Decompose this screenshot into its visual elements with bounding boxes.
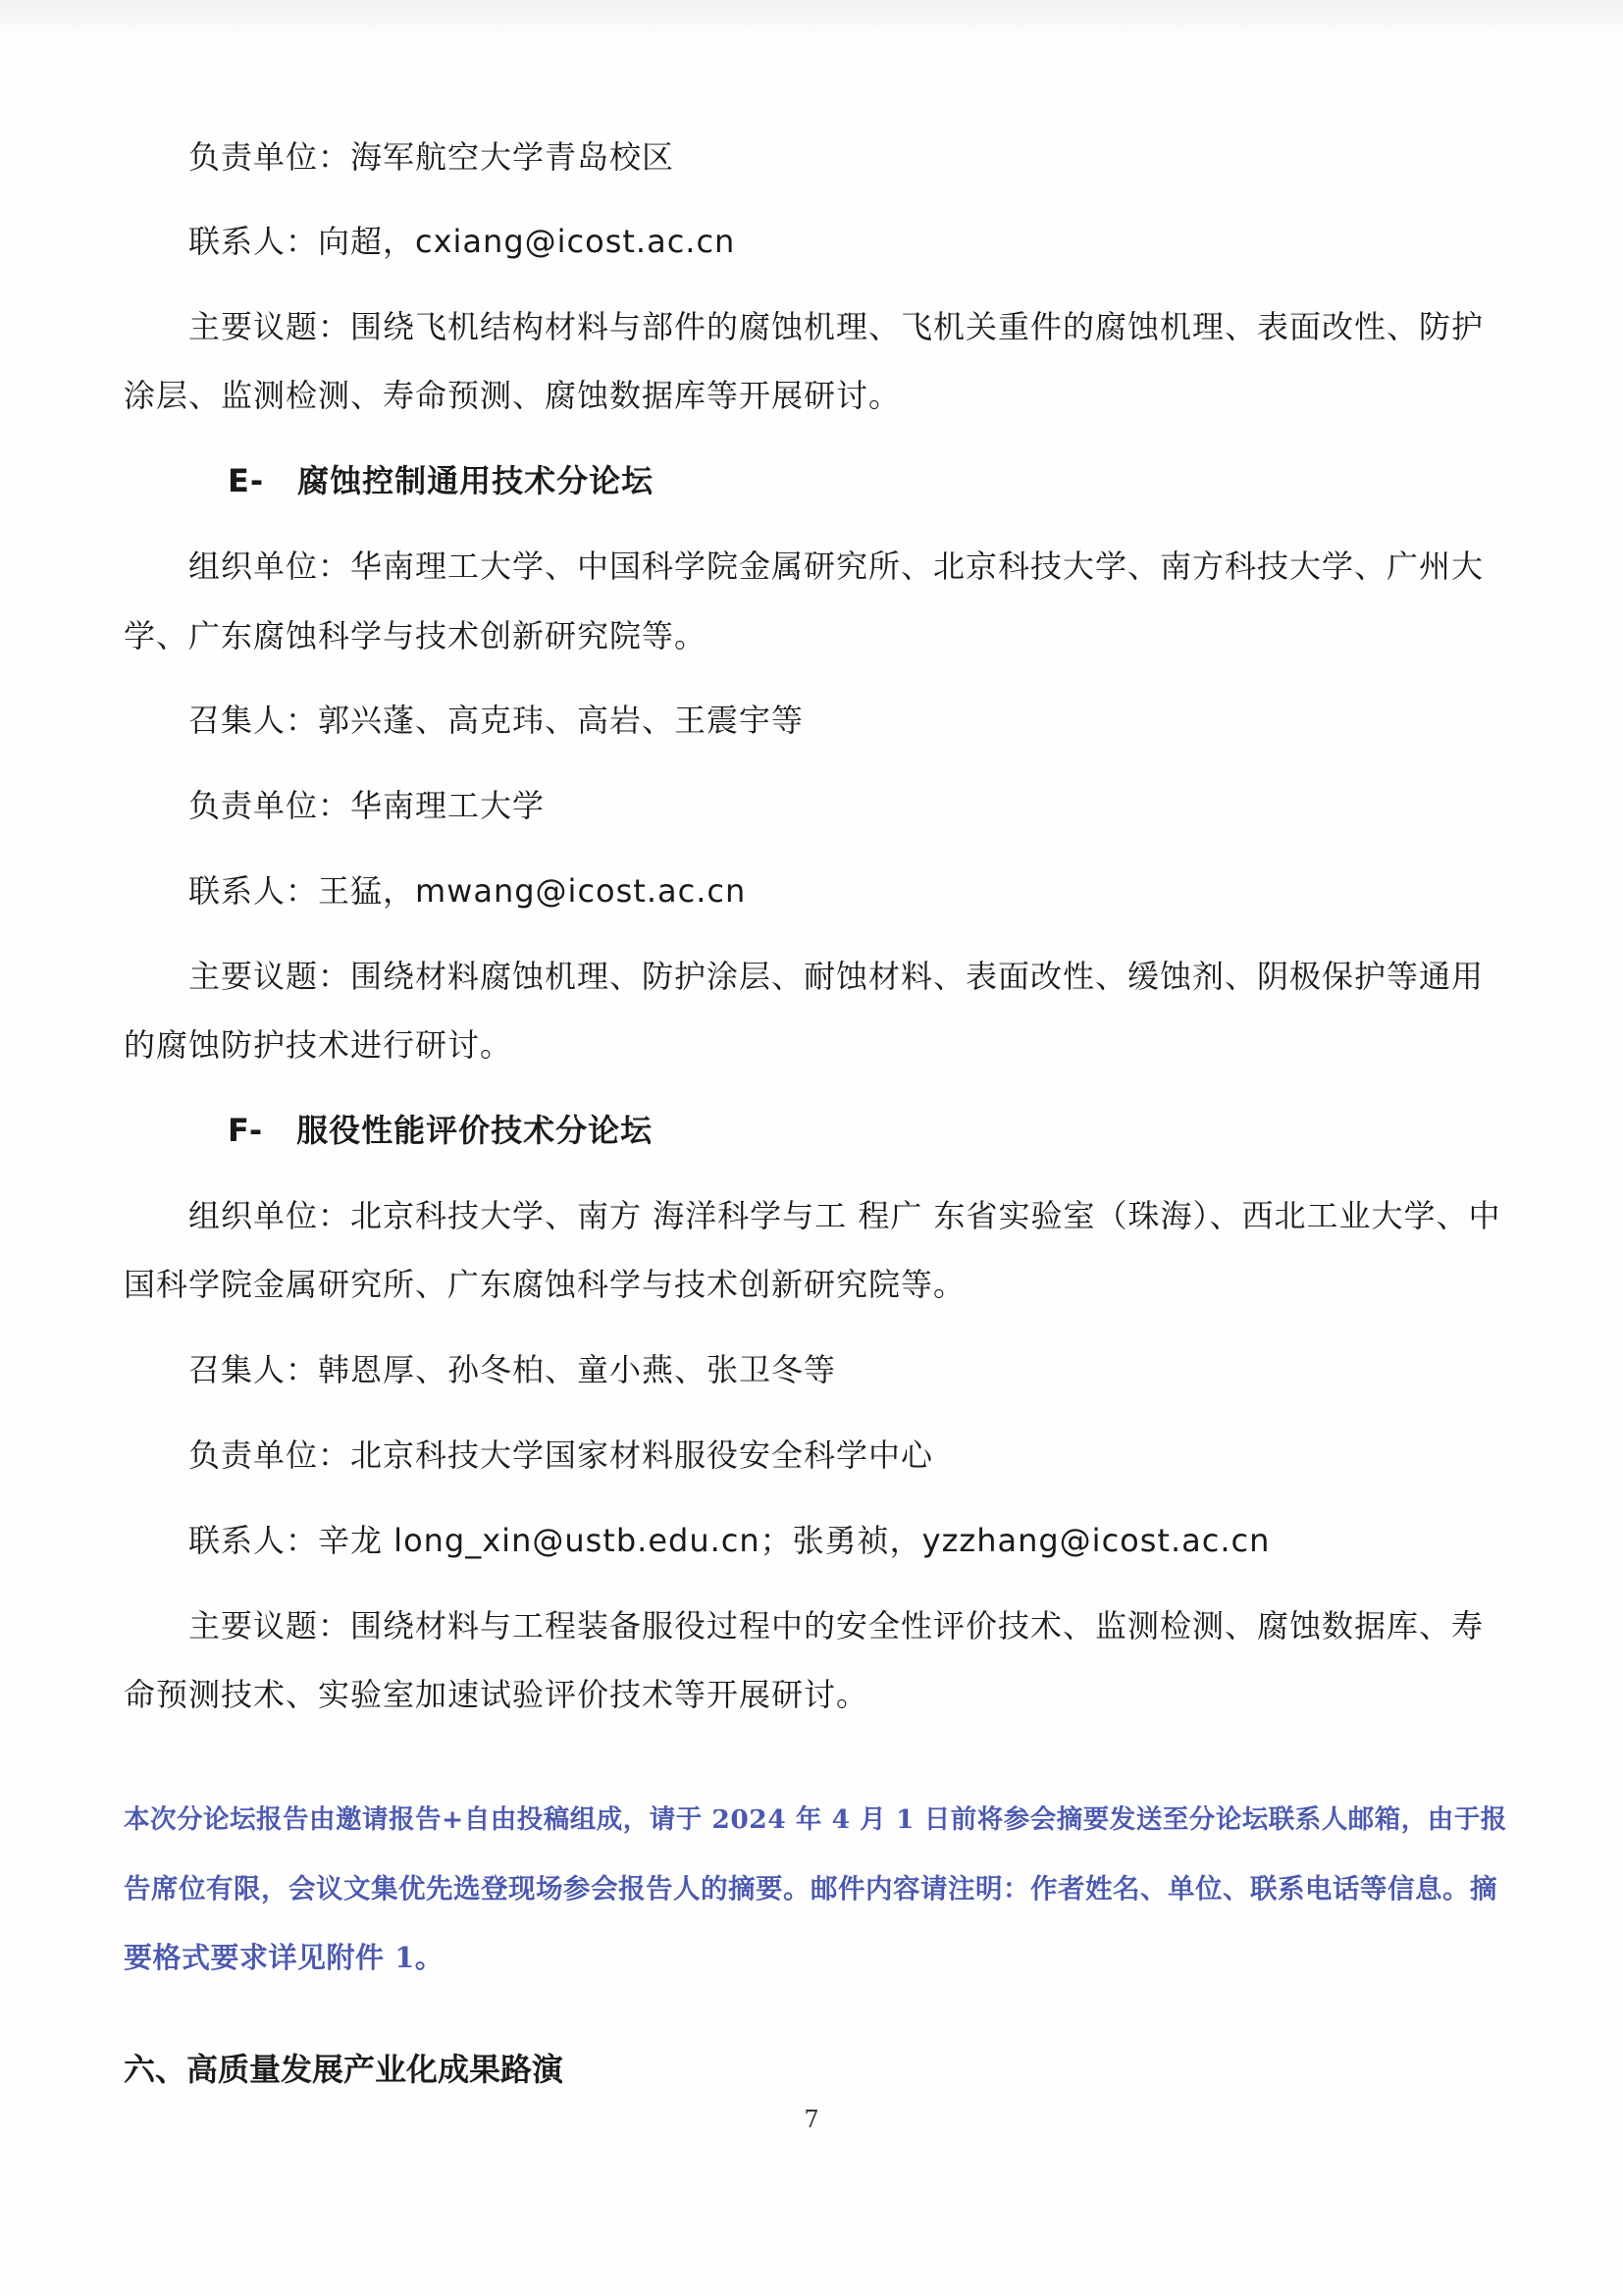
f-forum-code: F- [228, 1112, 264, 1149]
f-organizers-line2: 国科学院金属研究所、广东腐蚀科学与技术创新研究院等。 [124, 1266, 967, 1303]
e-conveners: 召集人：郭兴蓬、高克玮、高岩、王震宇等 [188, 702, 805, 739]
scan-shade [0, 0, 1623, 39]
e-forum-code: E- [228, 462, 265, 499]
e-forum-heading [228, 461, 654, 500]
e-contact: 联系人：王猛，mwang@icost.ac.cn [188, 872, 747, 910]
submission-note-line1: 本次分论坛报告由邀请报告+自由投稿组成，请于 2024 年 4 月 1 日前将参会摘要发送至分论坛联系人邮箱，由于报 [124, 1804, 1507, 1835]
e-topics-line1: 主要议题：围绕材料腐蚀机理、防护涂层、耐蚀材料、表面改性、缓蚀剂、阴极保护等通用 [188, 958, 1485, 995]
f-organizers-line1: 组织单位：北京科技大学、南方 海洋科学与工 程广 东省实验室（珠海）、西北工业大学、中 [188, 1197, 1501, 1234]
f-topics-line2: 命预测技术、实验室加速试验评价技术等开展研讨。 [124, 1676, 869, 1713]
submission-note-line2: 告席位有限，会议文集优先选登现场参会报告人的摘要。邮件内容请注明：作者姓名、单位、联系电话等信息。摘 [124, 1873, 1497, 1905]
e-organizers-line1: 组织单位：华南理工大学、中国科学院金属研究所、北京科技大学、南方科技大学、广州大 [188, 548, 1485, 585]
d-responsible-unit: 负责单位：海军航空大学青岛校区 [188, 138, 675, 176]
f-forum-heading [228, 1111, 653, 1150]
d-topics-line1: 主要议题：围绕飞机结构材料与部件的腐蚀机理、飞机关重件的腐蚀机理、表面改性、防护 [188, 308, 1485, 345]
submission-note-line3: 要格式要求详见附件 1。 [124, 1941, 445, 1974]
d-topics-line2: 涂层、监测检测、寿命预测、腐蚀数据库等开展研讨。 [124, 377, 902, 414]
page-number: 7 [804, 2106, 819, 2133]
f-forum-title: 服役性能评价技术分论坛 [296, 1112, 654, 1149]
d-contact: 联系人：向超，cxiang@icost.ac.cn [188, 223, 736, 260]
f-contact: 联系人：辛龙 long_xin@ustb.edu.cn；张勇祯，yzzhang@icost.ac.cn [188, 1522, 1271, 1559]
section-six-title: 六、高质量发展产业化成果路演 [124, 2051, 564, 2088]
f-responsible-unit: 负责单位：北京科技大学国家材料服役安全科学中心 [188, 1436, 934, 1474]
f-topics-line1: 主要议题：围绕材料与工程装备服役过程中的安全性评价技术、监测检测、腐蚀数据库、寿 [188, 1607, 1485, 1644]
e-forum-title: 腐蚀控制通用技术分论坛 [297, 462, 654, 499]
e-topics-line2: 的腐蚀防护技术进行研讨。 [124, 1026, 513, 1064]
f-conveners: 召集人：韩恩厚、孙冬柏、童小燕、张卫冬等 [188, 1351, 837, 1388]
e-organizers-line2: 学、广东腐蚀科学与技术创新研究院等。 [124, 617, 707, 654]
e-responsible-unit: 负责单位：华南理工大学 [188, 787, 546, 824]
